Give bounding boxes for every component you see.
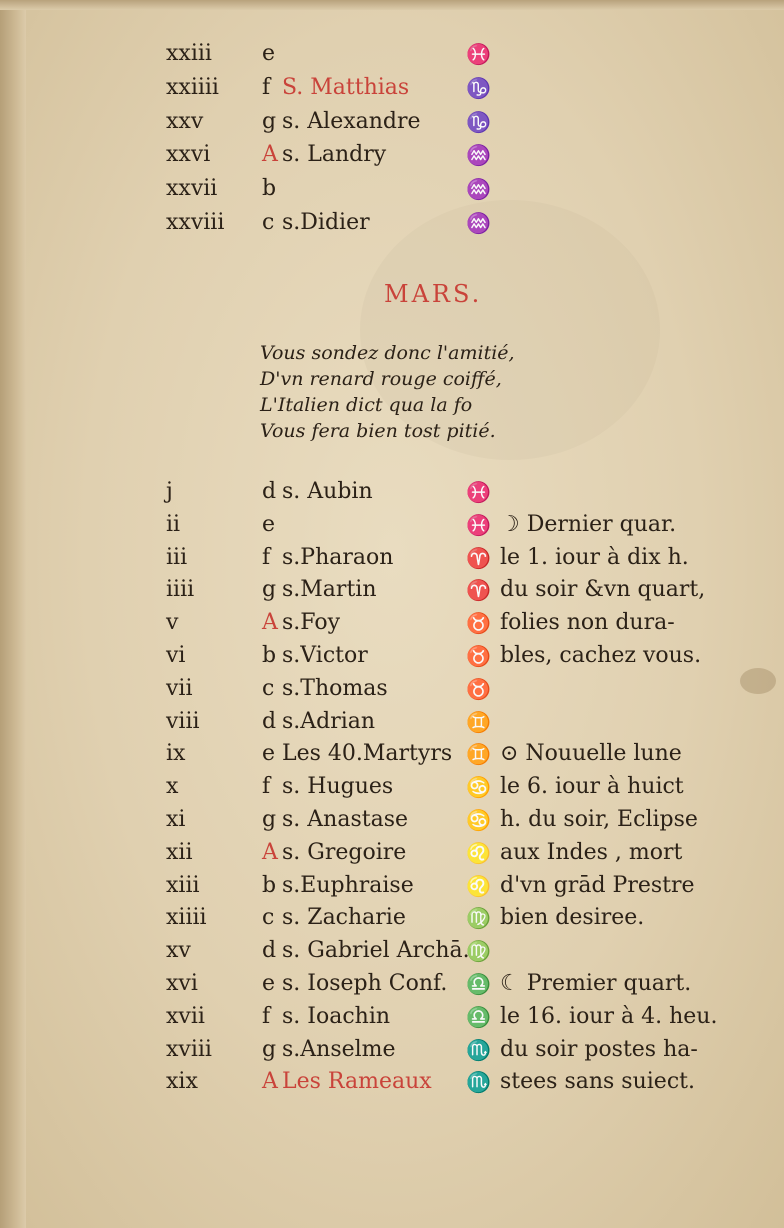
lunar-note: ⊙ Nouuelle lune xyxy=(500,741,682,767)
dominical-letter: d xyxy=(262,708,277,734)
dominical-letter: g xyxy=(262,807,277,832)
zodiac-sign: ♒ xyxy=(466,211,491,235)
lunar-note: ☽ Dernier quar. xyxy=(500,511,677,537)
dominical-letter: A xyxy=(262,839,278,865)
dominical-letter: b xyxy=(262,872,277,898)
zodiac-sign: ♓ xyxy=(466,42,491,66)
saint-name: s. Aubin xyxy=(282,479,373,504)
zodiac-sign: ♈ xyxy=(466,545,491,570)
lunar-note: stees sans suiect. xyxy=(500,1069,695,1095)
verse-line: Vous sondez donc l'amitié, xyxy=(260,342,515,364)
saint-name: s. Zacharie xyxy=(282,905,406,931)
saint-name: s. Gabriel Archā. xyxy=(282,938,470,964)
day-numeral: xiiii xyxy=(166,905,207,931)
day-numeral: xxvii xyxy=(166,176,218,202)
dominical-letter: d xyxy=(262,938,277,964)
zodiac-sign: ♉ xyxy=(466,611,491,636)
lunar-note: aux Indes , mort xyxy=(500,839,683,865)
dominical-letter: g xyxy=(262,577,277,603)
saint-name: s. Anastase xyxy=(282,807,409,832)
verse-line: L'Italien dict qua la fo xyxy=(260,394,473,416)
dominical-letter: f xyxy=(262,1003,271,1029)
zodiac-sign: ♒ xyxy=(466,177,491,202)
lunar-note: du soir &vn quart, xyxy=(500,577,706,603)
zodiac-sign: ♉ xyxy=(466,676,491,701)
dominical-letter: e xyxy=(262,971,276,996)
day-numeral: xxiii xyxy=(166,41,212,66)
dominical-letter: A xyxy=(262,142,278,168)
zodiac-sign: ♌ xyxy=(466,840,491,865)
day-numeral: xiii xyxy=(166,872,200,898)
day-numeral: xxv xyxy=(166,108,204,134)
saint-name: s.Martin xyxy=(282,577,377,603)
saint-name: s. Hugues xyxy=(282,774,394,800)
lunar-note: h. du soir, Eclipse xyxy=(500,807,698,832)
dominical-letter: c xyxy=(262,210,275,235)
saint-name: s.Pharaon xyxy=(282,544,394,570)
lunar-note: d'vn grād Prestre xyxy=(500,872,695,898)
zodiac-sign: ♎ xyxy=(466,972,491,996)
lunar-note: le 16. iour à 4. heu. xyxy=(500,1003,718,1029)
saint-name: s.Didier xyxy=(282,210,370,235)
dominical-letter: e xyxy=(262,741,276,767)
day-numeral: j xyxy=(166,479,173,504)
saint-name: s.Victor xyxy=(282,643,368,668)
dominical-letter: b xyxy=(262,643,277,668)
dominical-letter: g xyxy=(262,108,277,134)
saint-name: s. Ioseph Conf. xyxy=(282,971,448,996)
day-numeral: xv xyxy=(166,938,191,964)
day-numeral: vii xyxy=(166,675,193,701)
dominical-letter: e xyxy=(262,41,276,66)
zodiac-sign: ♎ xyxy=(466,1004,491,1029)
zodiac-sign: ♑ xyxy=(466,109,491,134)
day-numeral: xi xyxy=(166,807,186,832)
day-numeral: ix xyxy=(166,741,186,767)
dominical-letter: f xyxy=(262,544,271,570)
page-binding-edge xyxy=(0,0,26,1228)
dominical-letter: f xyxy=(262,774,271,800)
zodiac-sign: ♍ xyxy=(466,939,491,964)
zodiac-sign: ♊ xyxy=(466,709,491,734)
day-numeral: xvii xyxy=(166,1003,205,1029)
lunar-note: bles, cachez vous. xyxy=(500,643,702,668)
day-numeral: xxviii xyxy=(166,210,225,235)
dominical-letter: c xyxy=(262,905,275,931)
zodiac-sign: ♍ xyxy=(466,906,491,931)
dominical-letter: c xyxy=(262,675,275,701)
saint-name: s.Anselme xyxy=(282,1036,396,1062)
verse-line: Vous fera bien tost pitié. xyxy=(260,420,496,442)
month-heading: MARS. xyxy=(384,280,483,308)
zodiac-sign: ♑ xyxy=(466,75,491,100)
day-numeral: xviii xyxy=(166,1036,212,1062)
zodiac-sign: ♏ xyxy=(466,1070,491,1095)
day-numeral: xii xyxy=(166,839,193,865)
lunar-note: ☾ Premier quart. xyxy=(500,971,692,996)
day-numeral: iiii xyxy=(166,577,195,603)
zodiac-sign: ♉ xyxy=(466,644,491,668)
saint-name: Les Rameaux xyxy=(282,1069,432,1095)
day-numeral: xix xyxy=(166,1069,198,1095)
saint-name: s.Foy xyxy=(282,610,341,636)
lunar-note: du soir postes ha- xyxy=(500,1036,698,1062)
lunar-note: le 6. iour à huict xyxy=(500,774,684,800)
zodiac-sign: ♊ xyxy=(466,742,491,767)
saint-name: s. Landry xyxy=(282,142,387,168)
saint-name: s. Gregoire xyxy=(282,839,407,865)
zodiac-sign: ♓ xyxy=(466,512,491,537)
page-top-edge xyxy=(0,0,784,10)
dominical-letter: e xyxy=(262,511,276,537)
verse-line: D'vn renard rouge coiffé, xyxy=(260,368,502,390)
zodiac-sign: ♋ xyxy=(466,808,491,832)
day-numeral: x xyxy=(166,774,179,800)
saint-name: s. Ioachin xyxy=(282,1003,391,1029)
zodiac-sign: ♓ xyxy=(466,480,491,504)
saint-name: s.Adrian xyxy=(282,708,376,734)
dominical-letter: d xyxy=(262,479,277,504)
dominical-letter: g xyxy=(262,1036,277,1062)
day-numeral: iii xyxy=(166,544,188,570)
saint-name: s.Euphraise xyxy=(282,872,414,898)
dominical-letter: A xyxy=(262,1069,278,1095)
dominical-letter: f xyxy=(262,74,271,100)
saint-name: s. Alexandre xyxy=(282,108,421,134)
day-numeral: xxiiii xyxy=(166,74,219,100)
zodiac-sign: ♈ xyxy=(466,578,491,603)
day-numeral: viii xyxy=(166,708,200,734)
zodiac-sign: ♏ xyxy=(466,1037,491,1062)
saint-name: s.Thomas xyxy=(282,675,388,701)
saint-name: Les 40.Martyrs xyxy=(282,741,453,767)
day-numeral: v xyxy=(166,610,179,636)
day-numeral: xvi xyxy=(166,971,198,996)
lunar-note: le 1. iour à dix h. xyxy=(500,544,689,570)
zodiac-sign: ♌ xyxy=(466,873,491,898)
lunar-note: folies non dura- xyxy=(500,610,675,636)
lunar-note: bien desiree. xyxy=(500,905,645,931)
day-numeral: xxvi xyxy=(166,142,211,168)
saint-name: S. Matthias xyxy=(282,74,410,100)
zodiac-sign: ♒ xyxy=(466,143,491,168)
dominical-letter: A xyxy=(262,610,278,636)
day-numeral: ii xyxy=(166,511,181,537)
zodiac-sign: ♋ xyxy=(466,775,491,800)
dominical-letter: b xyxy=(262,176,277,202)
stain-mark xyxy=(740,668,776,694)
day-numeral: vi xyxy=(166,643,186,668)
